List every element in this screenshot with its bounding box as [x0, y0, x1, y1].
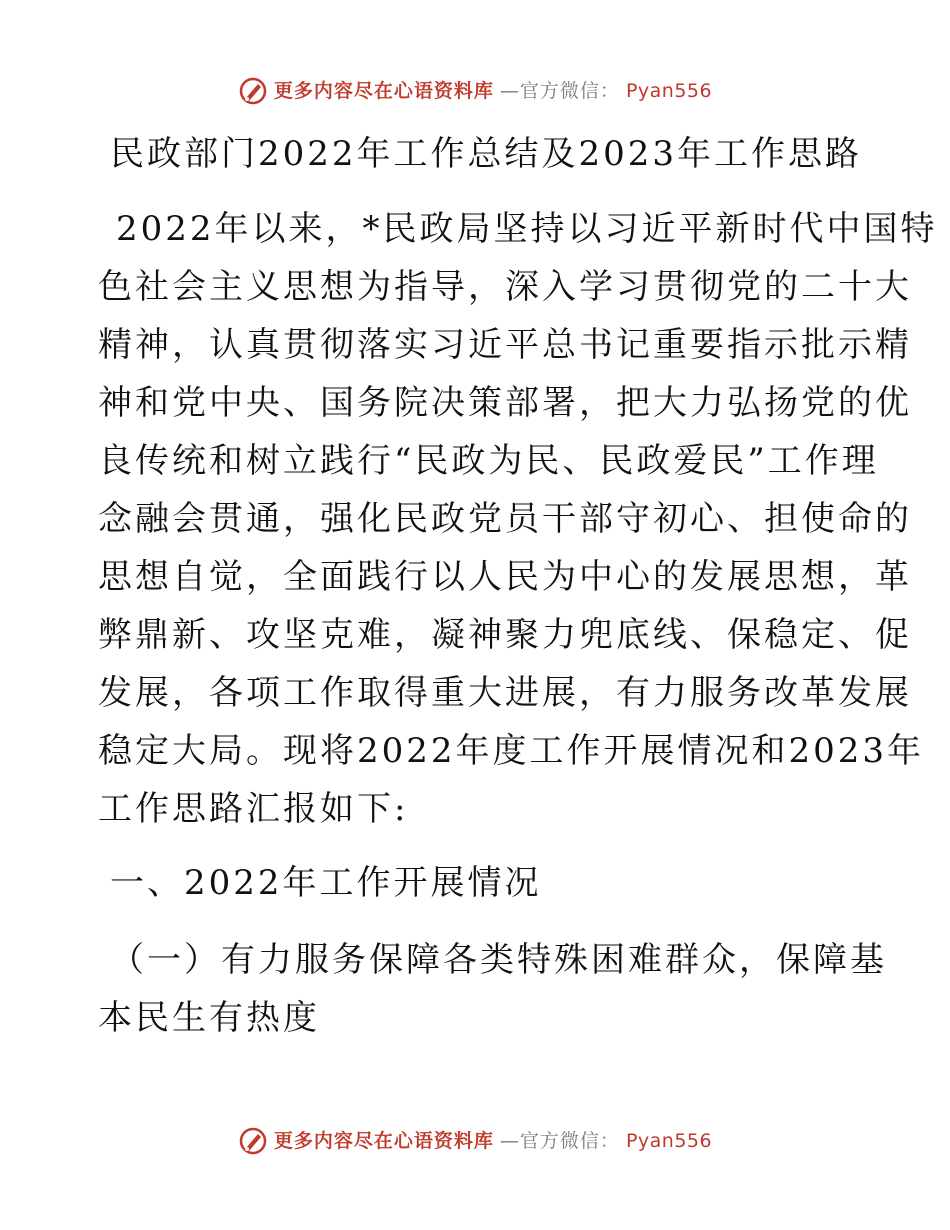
subsection-heading-line-1: （一）有力服务保障各类特殊困难群众，保障基	[110, 940, 887, 980]
paragraph-line: 色社会主义思想为指导，深入学习贯彻党的二十大	[98, 267, 912, 307]
paragraph-line: 念融会贯通，强化民政党员干部守初心、担使命的	[98, 499, 912, 539]
paragraph-line: 发展，各项工作取得重大进展，有力服务改革发展	[98, 673, 912, 713]
pen-logo-icon	[238, 1126, 268, 1156]
watermark-label: —官方微信：	[499, 1129, 620, 1152]
intro-paragraph	[98, 200, 938, 838]
watermark-wechat-id: Pyan556	[625, 79, 713, 102]
footer-watermark	[0, 1126, 950, 1156]
subsection-heading-line-2: 本民生有热度	[98, 998, 320, 1038]
paragraph-line: 2022年以来，*民政局坚持以习近平新时代中国特	[116, 209, 938, 249]
header-watermark	[0, 76, 950, 106]
watermark-wechat-id: Pyan556	[625, 1129, 713, 1152]
watermark-label: —官方微信：	[499, 79, 620, 102]
watermark-title: 更多内容尽在心语资料库	[273, 79, 494, 102]
paragraph-line: 神和党中央、国务院决策部署，把大力弘扬党的优	[98, 383, 912, 423]
watermark-title: 更多内容尽在心语资料库	[273, 1129, 494, 1152]
paragraph-line: 精神，认真贯彻落实习近平总书记重要指示批示精	[98, 325, 912, 365]
paragraph-line: 稳定大局。现将2022年度工作开展情况和2023年	[98, 731, 925, 771]
section-heading: 一、2022年工作开展情况	[110, 863, 542, 903]
paragraph-line: 良传统和树立践行“民政为民、民政爱民”工作理	[98, 441, 879, 481]
document-title: 民政部门2022年工作总结及2023年工作思路	[110, 134, 863, 174]
paragraph-line: 弊鼎新、攻坚克难，凝神聚力兜底线、保稳定、促	[98, 615, 912, 655]
paragraph-line: 工作思路汇报如下:	[98, 789, 409, 829]
pen-logo-icon	[238, 76, 268, 106]
paragraph-line: 思想自觉，全面践行以人民为中心的发展思想，革	[98, 557, 912, 597]
